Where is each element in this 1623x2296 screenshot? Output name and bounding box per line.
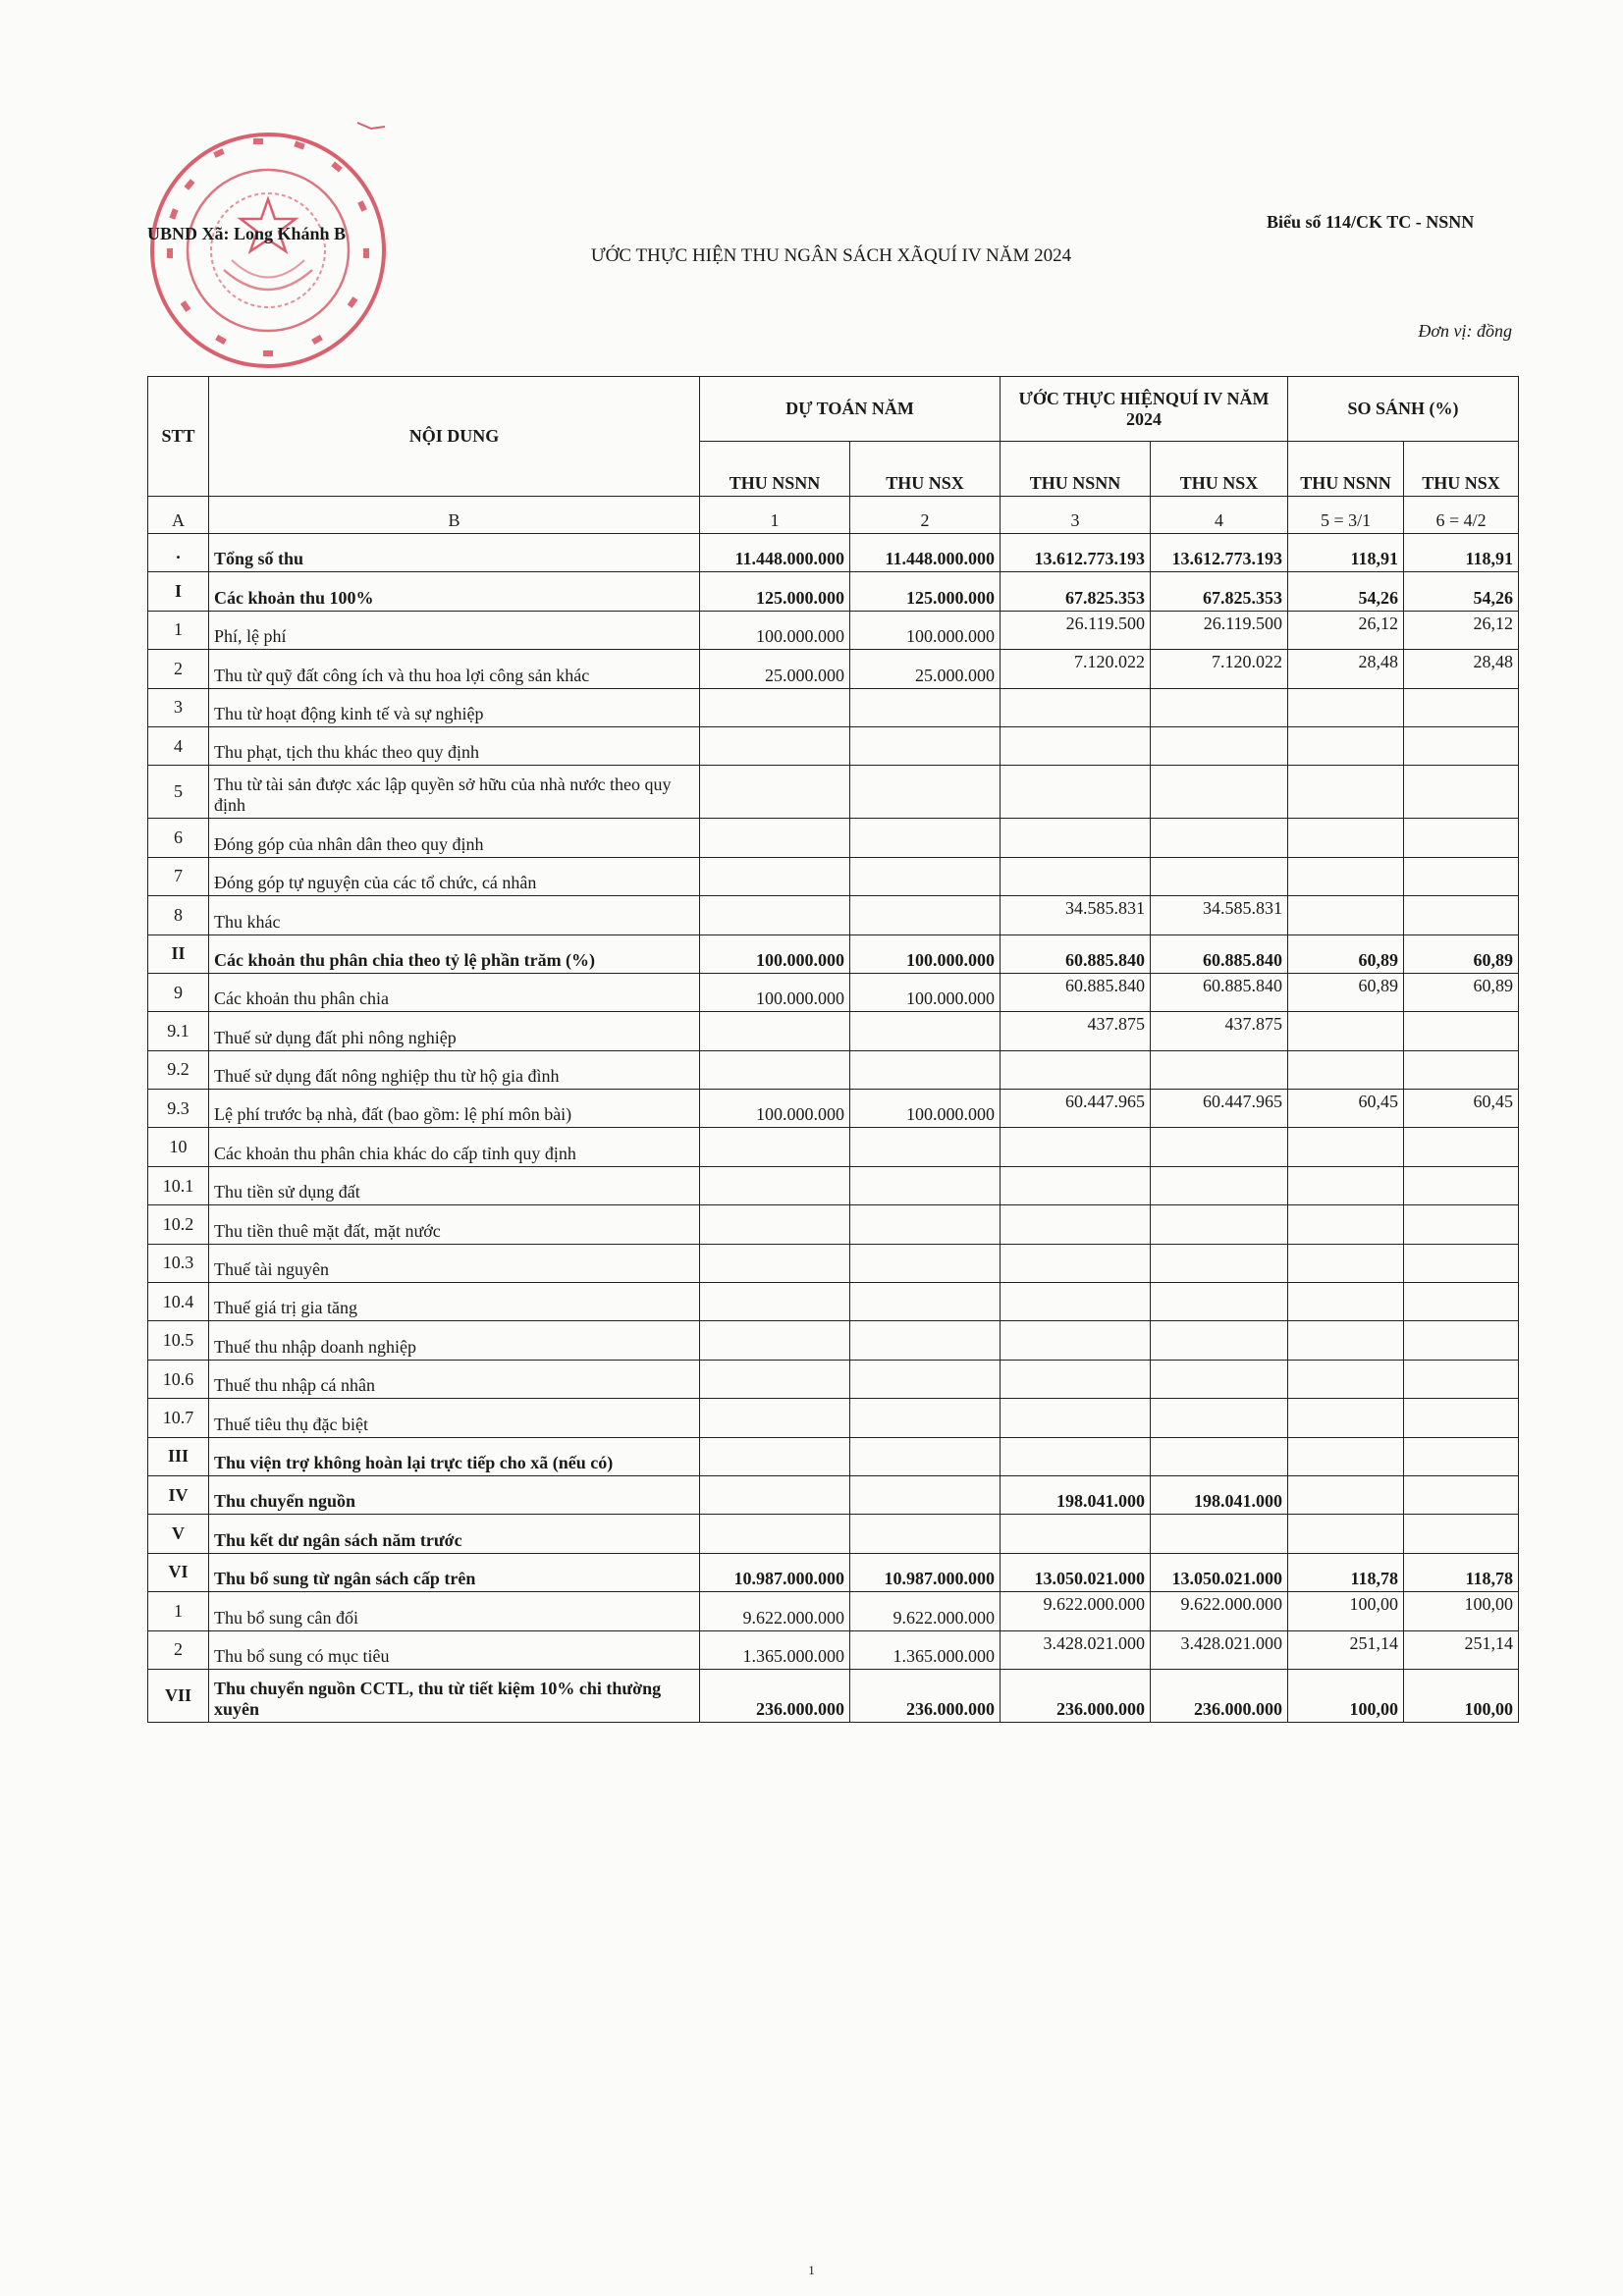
est-nsx [850,1283,1001,1321]
est-nsx [850,1128,1001,1166]
est-nsnn [700,1166,850,1204]
row-stt: VII [148,1669,209,1722]
act-nsx: 198.041.000 [1151,1475,1288,1514]
row-content: Thuế thu nhập doanh nghiệp [209,1321,700,1360]
act-nsnn: 13.050.021.000 [1001,1553,1151,1591]
row-content: Thuế tài nguyên [209,1244,700,1282]
est-nsnn [700,688,850,726]
table-row [148,1283,1519,1321]
row-stt: 8 [148,896,209,934]
cmp-nsx: 100,00 [1404,1669,1519,1722]
row-content: Phí, lệ phí [209,611,700,649]
document-title: ƯỚC THỰC HIỆN THU NGÂN SÁCH XÃQUÍ IV NĂM 2024 [590,245,1072,266]
row-content: Đóng góp tự nguyện của các tổ chức, cá nhân [209,857,700,895]
act-nsnn: 198.041.000 [1001,1475,1151,1514]
row-content: Các khoản thu 100% [209,572,700,611]
act-nsx [1151,1515,1288,1553]
act-nsx [1151,819,1288,857]
act-nsx: 60.885.840 [1151,934,1288,973]
act-nsnn [1001,1515,1151,1553]
est-nsnn [700,1205,850,1244]
est-nsnn [700,857,850,895]
act-nsx [1151,726,1288,765]
act-nsnn [1001,1437,1151,1475]
row-content: Thu bổ sung từ ngân sách cấp trên [209,1553,700,1591]
cmp-nsnn: 60,45 [1288,1090,1404,1128]
est-nsx [850,896,1001,934]
header-cmp-nsnn: THU NSNN [1288,442,1404,497]
row-stt: 10 [148,1128,209,1166]
act-nsnn [1001,1399,1151,1437]
est-nsx [850,1515,1001,1553]
est-nsnn [700,726,850,765]
act-nsnn: 7.120.022 [1001,650,1151,688]
est-nsx [850,688,1001,726]
row-stt: II [148,934,209,973]
cmp-nsx [1404,1515,1519,1553]
header-compare: SO SÁNH (%) [1288,377,1519,442]
row-stt: 10.7 [148,1399,209,1437]
est-nsnn: 9.622.000.000 [700,1592,850,1630]
cmp-nsnn [1288,1321,1404,1360]
row-stt: . [148,534,209,572]
row-stt: 10.6 [148,1360,209,1398]
est-nsx: 25.000.000 [850,650,1001,688]
cmp-nsnn: 54,26 [1288,572,1404,611]
act-nsnn: 3.428.021.000 [1001,1630,1151,1669]
row-content: Thuế giá trị gia tăng [209,1283,700,1321]
act-nsnn: 34.585.831 [1001,896,1151,934]
est-nsnn: 100.000.000 [700,611,850,649]
act-nsx: 437.875 [1151,1012,1288,1050]
act-nsnn [1001,857,1151,895]
cmp-nsnn [1288,1205,1404,1244]
index-cell: B [209,497,700,534]
row-stt: 9.2 [148,1050,209,1089]
row-content: Thu khác [209,896,700,934]
row-stt: 9.3 [148,1090,209,1128]
act-nsx [1151,1360,1288,1398]
cmp-nsnn [1288,1360,1404,1398]
cmp-nsnn: 251,14 [1288,1630,1404,1669]
act-nsnn: 60.885.840 [1001,934,1151,973]
cmp-nsx: 54,26 [1404,572,1519,611]
table-row [148,726,1519,765]
act-nsx: 13.612.773.193 [1151,534,1288,572]
table-row [148,1437,1519,1475]
cmp-nsx [1404,1166,1519,1204]
header-stt: STT [148,377,209,497]
est-nsnn [700,1437,850,1475]
header-est-nsnn: THU NSNN [700,442,850,497]
est-nsx: 9.622.000.000 [850,1592,1001,1630]
act-nsnn [1001,1050,1151,1089]
act-nsx: 60.885.840 [1151,973,1288,1011]
row-content: Các khoản thu phân chia [209,973,700,1011]
est-nsnn [700,1283,850,1321]
cmp-nsx [1404,857,1519,895]
est-nsx [850,1321,1001,1360]
row-content: Thuế thu nhập cá nhân [209,1360,700,1398]
header-content: NỘI DUNG [209,377,700,497]
table-row [148,1050,1519,1089]
cmp-nsnn [1288,857,1404,895]
est-nsx [850,1475,1001,1514]
act-nsx: 3.428.021.000 [1151,1630,1288,1669]
table-row [148,611,1519,649]
est-nsnn: 25.000.000 [700,650,850,688]
index-cell: 6 = 4/2 [1404,497,1519,534]
table-row [148,1592,1519,1630]
table-row [148,1205,1519,1244]
act-nsnn: 60.447.965 [1001,1090,1151,1128]
est-nsx: 11.448.000.000 [850,534,1001,572]
est-nsx [850,1399,1001,1437]
row-stt: 7 [148,857,209,895]
cmp-nsx: 60,89 [1404,934,1519,973]
row-content: Thuế sử dụng đất nông nghiệp thu từ hộ gia đình [209,1050,700,1089]
budget-table [147,376,1519,1723]
table-row [148,1669,1519,1722]
est-nsnn: 100.000.000 [700,1090,850,1128]
cmp-nsnn [1288,688,1404,726]
act-nsx: 7.120.022 [1151,650,1288,688]
row-stt: I [148,572,209,611]
act-nsx [1151,1128,1288,1166]
est-nsnn [700,1321,850,1360]
cmp-nsnn: 118,91 [1288,534,1404,572]
header-estimate: DỰ TOÁN NĂM [700,377,1001,442]
row-stt: 2 [148,1630,209,1669]
table-row [148,1128,1519,1166]
header-act-nsnn: THU NSNN [1001,442,1151,497]
row-stt: 6 [148,819,209,857]
cmp-nsnn [1288,766,1404,819]
row-stt: 9.1 [148,1012,209,1050]
est-nsnn [700,1360,850,1398]
row-content: Thu bổ sung có mục tiêu [209,1630,700,1669]
est-nsx: 236.000.000 [850,1669,1001,1722]
act-nsnn: 60.885.840 [1001,973,1151,1011]
cmp-nsx [1404,1012,1519,1050]
cmp-nsnn: 26,12 [1288,611,1404,649]
row-content: Các khoản thu phân chia theo tỷ lệ phần trăm (%) [209,934,700,973]
cmp-nsx [1404,1128,1519,1166]
table-row [148,1515,1519,1553]
index-cell: 3 [1001,497,1151,534]
table-row [148,1012,1519,1050]
cmp-nsx [1404,688,1519,726]
table-row [148,688,1519,726]
row-stt: V [148,1515,209,1553]
est-nsnn: 1.365.000.000 [700,1630,850,1669]
row-stt: 10.4 [148,1283,209,1321]
organization-name: UBND Xã: Long Khánh B [147,224,347,243]
cmp-nsx [1404,1475,1519,1514]
est-nsnn: 236.000.000 [700,1669,850,1722]
act-nsx [1151,1399,1288,1437]
est-nsx [850,819,1001,857]
cmp-nsnn [1288,819,1404,857]
est-nsnn: 125.000.000 [700,572,850,611]
est-nsx [850,1050,1001,1089]
cmp-nsnn: 60,89 [1288,934,1404,973]
est-nsx: 10.987.000.000 [850,1553,1001,1591]
est-nsx [850,857,1001,895]
row-content: Lệ phí trước bạ nhà, đất (bao gồm: lệ phí môn bài) [209,1090,700,1128]
row-stt: 3 [148,688,209,726]
row-stt: 10.3 [148,1244,209,1282]
act-nsx: 9.622.000.000 [1151,1592,1288,1630]
est-nsx [850,766,1001,819]
cmp-nsnn [1288,1437,1404,1475]
act-nsnn [1001,1166,1151,1204]
act-nsnn: 437.875 [1001,1012,1151,1050]
act-nsx: 236.000.000 [1151,1669,1288,1722]
row-stt: 4 [148,726,209,765]
act-nsx [1151,1283,1288,1321]
index-cell: 5 = 3/1 [1288,497,1404,534]
act-nsnn: 236.000.000 [1001,1669,1151,1722]
row-content: Thu viện trợ không hoàn lại trực tiếp cho xã (nếu có) [209,1437,700,1475]
est-nsnn [700,1012,850,1050]
row-content: Thu tiền sử dụng đất [209,1166,700,1204]
table-row [148,1475,1519,1514]
table-row [148,1360,1519,1398]
cmp-nsnn: 28,48 [1288,650,1404,688]
header-est-nsx: THU NSX [850,442,1001,497]
cmp-nsnn: 118,78 [1288,1553,1404,1591]
header-actual: ƯỚC THỰC HIỆNQUÍ IV NĂM 2024 [1001,377,1288,442]
table-row [148,857,1519,895]
act-nsnn: 26.119.500 [1001,611,1151,649]
row-stt: 10.5 [148,1321,209,1360]
cmp-nsx [1404,896,1519,934]
table-row [148,1630,1519,1669]
est-nsnn [700,1050,850,1089]
row-stt: 2 [148,650,209,688]
est-nsx [850,1012,1001,1050]
cmp-nsx [1404,1321,1519,1360]
row-content: Thu kết dư ngân sách năm trước [209,1515,700,1553]
unit-label: Đơn vị: đồng [1418,321,1512,341]
table-row [148,934,1519,973]
cmp-nsx [1404,1360,1519,1398]
act-nsnn: 67.825.353 [1001,572,1151,611]
est-nsnn: 100.000.000 [700,934,850,973]
index-cell: 4 [1151,497,1288,534]
table-row [148,819,1519,857]
cmp-nsnn [1288,1283,1404,1321]
act-nsx: 26.119.500 [1151,611,1288,649]
act-nsx [1151,1205,1288,1244]
cmp-nsx [1404,1050,1519,1089]
est-nsx: 100.000.000 [850,973,1001,1011]
cmp-nsnn [1288,726,1404,765]
act-nsnn [1001,766,1151,819]
row-stt: III [148,1437,209,1475]
cmp-nsx [1404,1283,1519,1321]
act-nsx: 13.050.021.000 [1151,1553,1288,1591]
est-nsx: 125.000.000 [850,572,1001,611]
table-row [148,1321,1519,1360]
row-content: Thu từ tài sản được xác lập quyền sở hữu của nhà nước theo quy định [209,766,700,819]
index-row [148,497,1519,534]
cmp-nsx: 118,91 [1404,534,1519,572]
index-cell: A [148,497,209,534]
row-content: Đóng góp của nhân dân theo quy định [209,819,700,857]
act-nsnn [1001,1244,1151,1282]
row-content: Tổng số thu [209,534,700,572]
est-nsx: 100.000.000 [850,934,1001,973]
cmp-nsnn: 60,89 [1288,973,1404,1011]
table-row [148,534,1519,572]
cmp-nsnn [1288,1166,1404,1204]
table-row [148,1166,1519,1204]
est-nsx [850,726,1001,765]
table-row [148,1553,1519,1591]
row-stt: 1 [148,611,209,649]
act-nsx [1151,857,1288,895]
est-nsnn [700,896,850,934]
page-number: 1 [808,2263,815,2277]
cmp-nsnn [1288,1399,1404,1437]
row-content: Thu chuyển nguồn [209,1475,700,1514]
cmp-nsx: 60,45 [1404,1090,1519,1128]
row-content: Thu phạt, tịch thu khác theo quy định [209,726,700,765]
table-row [148,896,1519,934]
est-nsnn: 100.000.000 [700,973,850,1011]
act-nsnn [1001,1283,1151,1321]
act-nsnn: 9.622.000.000 [1001,1592,1151,1630]
cmp-nsnn [1288,1050,1404,1089]
cmp-nsnn [1288,1475,1404,1514]
row-content: Thuế tiêu thụ đặc biệt [209,1399,700,1437]
est-nsx [850,1166,1001,1204]
est-nsnn [700,1475,850,1514]
cmp-nsx [1404,819,1519,857]
est-nsnn [700,1128,850,1166]
table-row [148,572,1519,611]
cmp-nsnn: 100,00 [1288,1669,1404,1722]
header-cmp-nsx: THU NSX [1404,442,1519,497]
row-content: Thu từ quỹ đất công ích và thu hoa lợi công sản khác [209,650,700,688]
est-nsnn [700,766,850,819]
act-nsx [1151,1050,1288,1089]
act-nsx [1151,1244,1288,1282]
est-nsx: 100.000.000 [850,1090,1001,1128]
table-row [148,650,1519,688]
table-row [148,1090,1519,1128]
form-code: Biểu số 114/CK TC - NSNN [1267,212,1475,232]
cmp-nsx: 100,00 [1404,1592,1519,1630]
table-row [148,766,1519,819]
act-nsx [1151,1437,1288,1475]
index-cell: 2 [850,497,1001,534]
act-nsnn: 13.612.773.193 [1001,534,1151,572]
est-nsx [850,1360,1001,1398]
est-nsx: 1.365.000.000 [850,1630,1001,1669]
est-nsx [850,1205,1001,1244]
row-stt: 10.2 [148,1205,209,1244]
cmp-nsx [1404,1399,1519,1437]
act-nsx [1151,1166,1288,1204]
est-nsnn: 11.448.000.000 [700,534,850,572]
header-act-nsx: THU NSX [1151,442,1288,497]
row-content: Các khoản thu phân chia khác do cấp tỉnh quy định [209,1128,700,1166]
row-stt: IV [148,1475,209,1514]
act-nsx [1151,766,1288,819]
act-nsnn [1001,688,1151,726]
cmp-nsx [1404,1244,1519,1282]
act-nsx: 60.447.965 [1151,1090,1288,1128]
row-stt: 9 [148,973,209,1011]
row-content: Thu tiền thuê mặt đất, mặt nước [209,1205,700,1244]
act-nsnn [1001,819,1151,857]
act-nsx: 34.585.831 [1151,896,1288,934]
row-stt: 10.1 [148,1166,209,1204]
est-nsnn: 10.987.000.000 [700,1553,850,1591]
cmp-nsx: 26,12 [1404,611,1519,649]
row-content: Thu từ hoạt động kinh tế và sự nghiệp [209,688,700,726]
est-nsx [850,1437,1001,1475]
row-content: Thu chuyển nguồn CCTL, thu từ tiết kiệm 10% chi thường xuyên [209,1669,700,1722]
est-nsnn [700,1399,850,1437]
cmp-nsx [1404,1437,1519,1475]
cmp-nsnn [1288,1012,1404,1050]
table-body [148,534,1519,1723]
cmp-nsnn: 100,00 [1288,1592,1404,1630]
cmp-nsnn [1288,896,1404,934]
cmp-nsx: 118,78 [1404,1553,1519,1591]
index-cell: 1 [700,497,850,534]
act-nsnn [1001,1128,1151,1166]
est-nsnn [700,819,850,857]
table-row [148,1399,1519,1437]
cmp-nsx: 251,14 [1404,1630,1519,1669]
cmp-nsnn [1288,1515,1404,1553]
cmp-nsx [1404,726,1519,765]
cmp-nsx: 60,89 [1404,973,1519,1011]
act-nsx [1151,1321,1288,1360]
cmp-nsnn [1288,1244,1404,1282]
act-nsnn [1001,1360,1151,1398]
row-stt: 1 [148,1592,209,1630]
row-content: Thuế sử dụng đất phi nông nghiệp [209,1012,700,1050]
act-nsnn [1001,726,1151,765]
act-nsnn [1001,1321,1151,1360]
act-nsx [1151,688,1288,726]
row-stt: 5 [148,766,209,819]
act-nsnn [1001,1205,1151,1244]
est-nsnn [700,1515,850,1553]
cmp-nsnn [1288,1128,1404,1166]
table-row [148,973,1519,1011]
cmp-nsx: 28,48 [1404,650,1519,688]
cmp-nsx [1404,1205,1519,1244]
row-content: Thu bổ sung cân đối [209,1592,700,1630]
act-nsx: 67.825.353 [1151,572,1288,611]
est-nsx [850,1244,1001,1282]
table-row [148,1244,1519,1282]
cmp-nsx [1404,766,1519,819]
est-nsx: 100.000.000 [850,611,1001,649]
est-nsnn [700,1244,850,1282]
row-stt: VI [148,1553,209,1591]
